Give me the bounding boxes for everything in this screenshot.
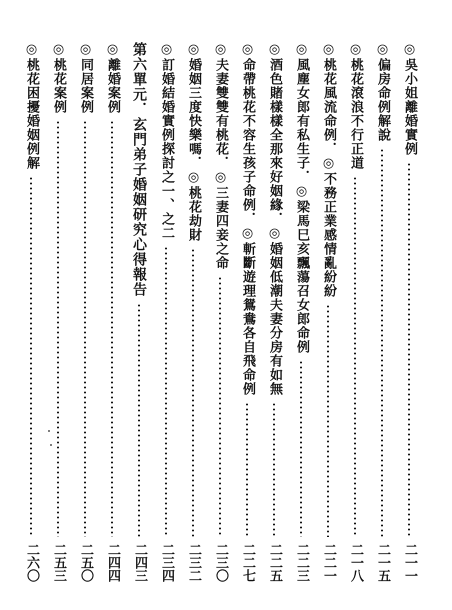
page-number: 二三二 — [186, 543, 201, 582]
page-number: 二二七 — [240, 543, 255, 582]
entry-title: ◎吳小姐離婚實例 — [402, 42, 417, 156]
leader-dots — [381, 148, 383, 537]
page-number: 二一一 — [402, 543, 417, 582]
toc-entry — [317, 30, 339, 590]
scan-speck — [48, 430, 50, 432]
entry-title: ◎桃花滾浪不行正道 — [348, 42, 363, 170]
scan-speck — [50, 444, 52, 446]
toc-entry — [155, 30, 177, 590]
toc-entry — [263, 30, 285, 590]
toc-entry — [371, 30, 393, 590]
toc-entry — [182, 30, 204, 590]
toc-entry — [209, 30, 231, 590]
leader-dots — [111, 120, 113, 537]
page-number: 二一八 — [348, 543, 363, 582]
entry-title: ◎風塵女郎有私生子．◎梁馬巳亥飄蕩召女郎命例 — [294, 42, 309, 354]
leader-dots — [84, 120, 86, 537]
leader-dots — [57, 120, 59, 537]
leader-dots — [408, 162, 410, 537]
entry-title: ◎夫妻雙雙有桃花．◎三妻四妾之命 — [213, 42, 228, 270]
leader-dots — [300, 360, 302, 537]
page-number: 二五〇 — [78, 543, 93, 582]
leader-dots — [354, 176, 356, 537]
page-number: 二二五 — [267, 543, 282, 582]
toc-entry — [101, 30, 123, 590]
leader-dots — [138, 303, 140, 537]
entry-title: ◎偏房命例解說 — [375, 42, 390, 142]
page-number: 二二三 — [294, 543, 309, 582]
page-number: 二六〇 — [24, 543, 39, 582]
entry-title: ◎同居案例 — [78, 42, 93, 114]
entry-title: ◎命帶桃花不容生孩子命例．◎斬斷遊理鴛鴦各自飛命例 — [240, 42, 255, 396]
page-number: 二一五 — [375, 543, 390, 582]
entry-title: ◎桃花案例 — [51, 42, 66, 114]
toc-entry — [47, 30, 69, 590]
entry-title: ◎酒色賭樣樣全那來好姻緣．◎婚姻低潮夫妻分房有如無 — [267, 42, 282, 396]
leader-dots — [327, 304, 329, 537]
page-number: 二三〇 — [213, 543, 228, 582]
page-number: 二四三 — [132, 543, 147, 582]
toc-entry — [74, 30, 96, 590]
leader-dots — [219, 276, 221, 537]
toc-entry — [344, 30, 366, 590]
leader-dots — [165, 246, 167, 537]
entry-title: ◎婚姻三度快樂嗎．◎桃花劫財 — [186, 42, 201, 242]
toc-section — [128, 30, 150, 590]
page-number: 二四四 — [105, 543, 120, 582]
leader-dots — [192, 248, 194, 537]
leader-dots — [30, 176, 32, 537]
toc-entry — [290, 30, 312, 590]
entry-title: ◎桃花困擾婚姻例解 — [24, 42, 39, 170]
page-number: 二三四 — [159, 543, 174, 582]
entry-title: ◎訂婚結婚實例探討之一、之二 — [159, 42, 174, 240]
leader-dots — [246, 402, 248, 537]
toc-entry — [398, 30, 420, 590]
page-number: 二五三 — [51, 543, 66, 582]
page-number: 二二一 — [321, 543, 336, 582]
toc-entry — [20, 30, 42, 590]
section-title: 第六單元．玄門弟子婚姻研究心得報告 — [131, 42, 147, 297]
entry-title: ◎桃花風流命例．◎不務正業感情亂紛紛 — [321, 42, 336, 298]
leader-dots — [273, 402, 275, 537]
entry-title: ◎離婚案例 — [105, 42, 120, 114]
toc-entry — [236, 30, 258, 590]
